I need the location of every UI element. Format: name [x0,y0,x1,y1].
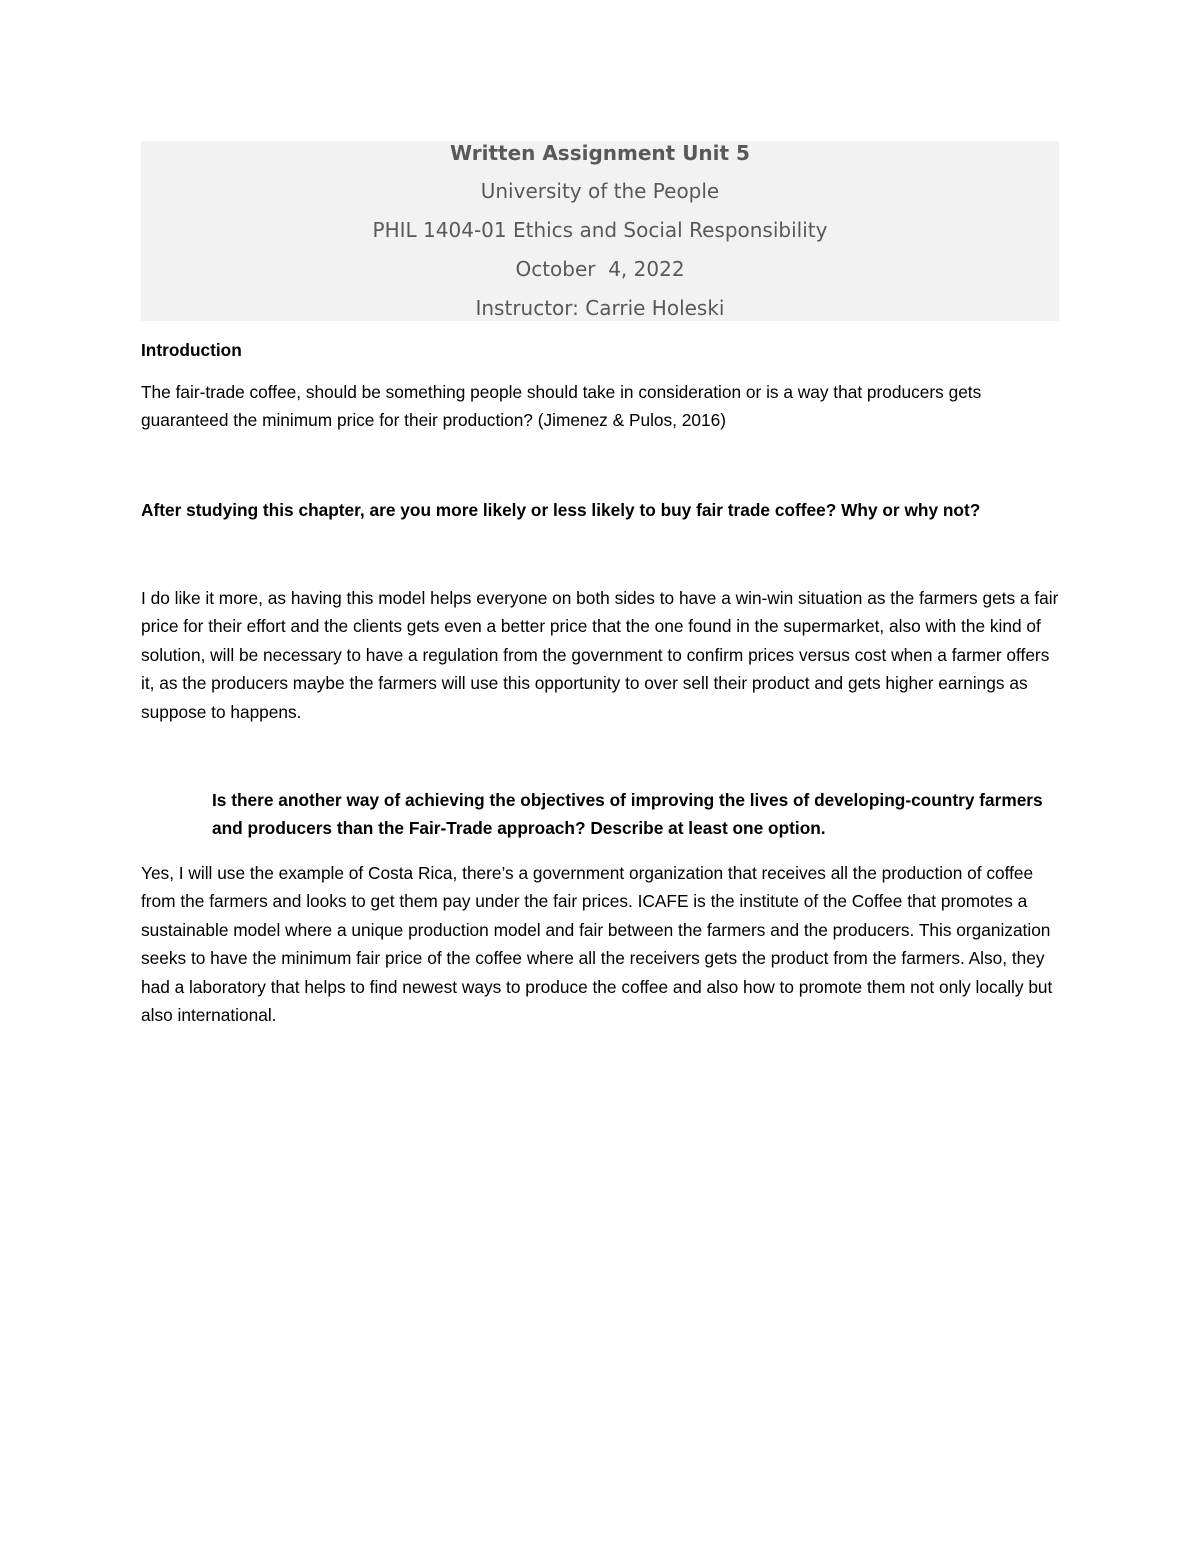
document-title: Written Assignment Unit 5 [450,141,750,165]
question-1: After studying this chapter, are you more likely or less likely to buy fair trade coffee? Why or why not? [141,500,981,520]
question-2: Is there another way of achieving the objectives of improving the lives of developing-country farmers and producers than the Fair-Trade approach? Describe at least one option. [212,790,1043,839]
university-name: University of the People [480,179,720,203]
answer-1: I do like it more, as having this model helps everyone on both sides to have a win-win situation as the farmers gets a fair price for their effort and the clients gets even a better price that the one found in the supermarket, also with the kind of solution, will be necessary to have a regulation from the government to confirm prices versus cost when a farmer offers it, as the producers maybe the farmers will use this opportunity to over sell their product and gets higher earnings as suppose to happens. [141,588,1059,722]
introduction-heading: Introduction [141,340,242,360]
answer-2: Yes, I will use the example of Costa Rica, there’s a government organization that receives all the production of coffee from the farmers and looks to get them pay under the fair prices. ICAFE is the institute of the Coffee that promotes a sustainable model where a unique production model and fair between the farmers and the producers. This organization seeks to have the minimum fair price of the coffee where all the receivers gets the product from the farmers. Also, they had a laboratory that helps to find newest ways to produce the coffee and also how to promote them not only locally but also international. [141,863,1053,1026]
document-date: October 4, 2022 [515,257,685,281]
introduction-paragraph: The fair-trade coffee, should be something people should take in consideration or is a way that producers gets guaranteed the minimum price for their production? (Jimenez & Pulos, 2016) [141,382,982,431]
title-block [141,141,1059,321]
course-name: PHIL 1404-01 Ethics and Social Responsibility [372,218,828,242]
instructor-name: Instructor: Carrie Holeski [475,296,725,320]
